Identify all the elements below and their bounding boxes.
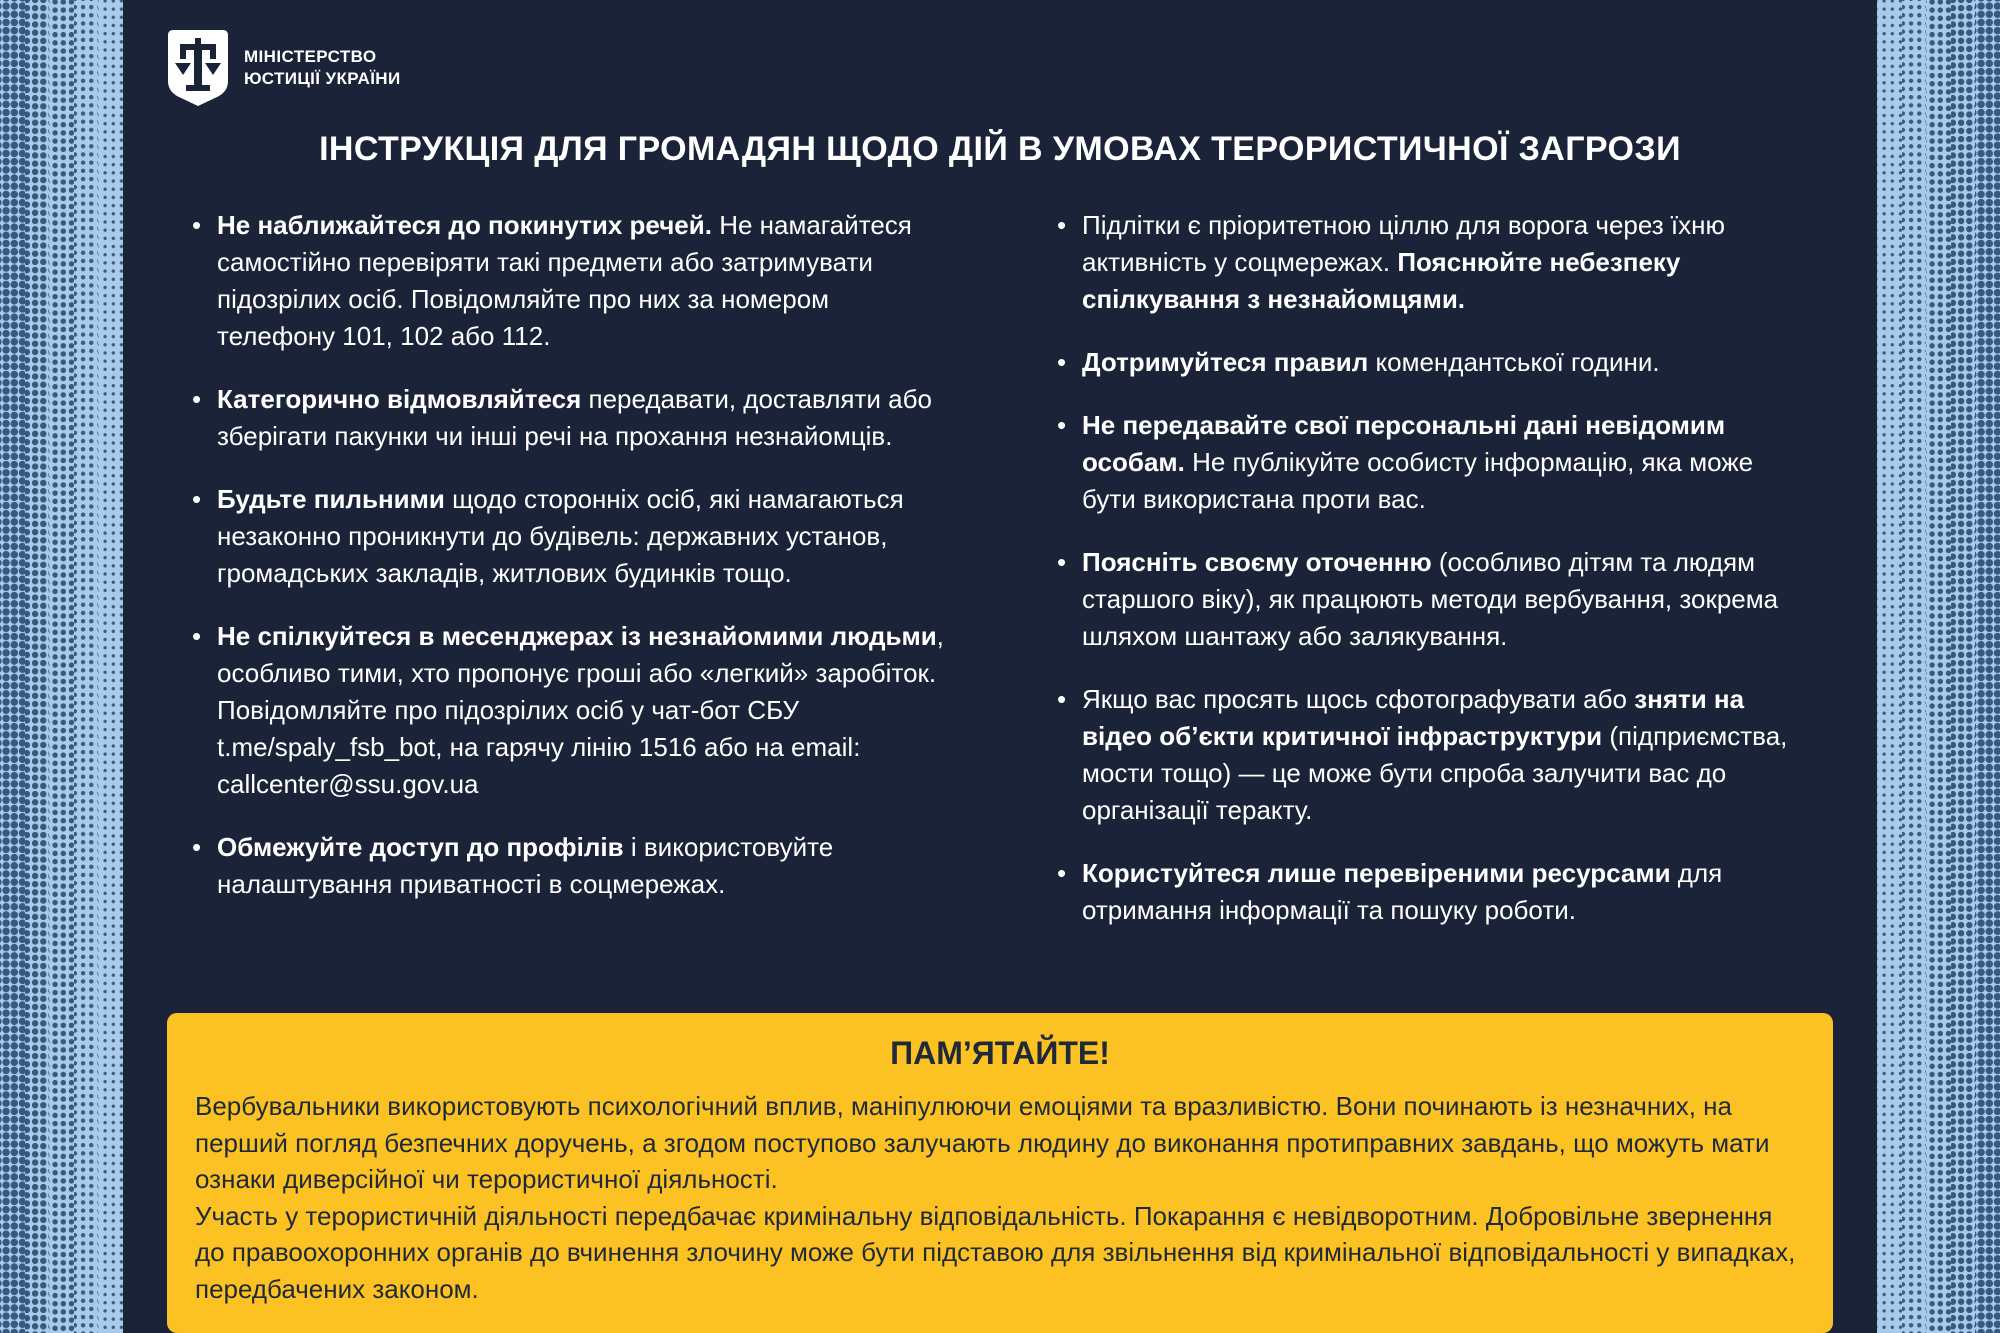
reminder-title: ПАМ’ЯТАЙТЕ! — [890, 1035, 1110, 1071]
reminder-box — [167, 1013, 1833, 1333]
reminder-paragraph-1: Вербувальники використовують психологічний вплив, маніпулюючи емоціями та вразливістю. Вони починають із незначних, на перший погляд безпечних доручень, а згодом поступово залучають людину до виконання протиправних завдань, що можуть мати ознаки диверсійної чи терористичної діяльності. — [195, 1091, 1770, 1194]
halftone-strip — [0, 0, 25, 1333]
ministry-name — [244, 46, 401, 90]
halftone-strip — [98, 0, 123, 1333]
halftone-strip — [25, 0, 50, 1333]
ministry-header — [167, 26, 1877, 110]
instruction-list-right — [1054, 207, 1811, 929]
list-item: • Категорично відмовляйтеся передавати, доставляти або зберігати пакунки чи інші речі на прохання незнайомців. — [189, 381, 946, 455]
halftone-strip — [1951, 0, 1976, 1333]
list-item: • Якщо вас просять щось сфотографувати або зняти на відео об’єкти критичної інфраструктури (підприємства, мости тощо) — це може бути спроба залучити вас до організації теракту. — [1054, 681, 1811, 829]
list-item: • Будьте пильними щодо сторонніх осіб, які намагаються незаконно проникнути до будівель: державних установ, громадських закладів, житлових будинків тощо. — [189, 481, 946, 592]
reminder-paragraph-2: Участь у терористичній діяльності передбачає кримінальну відповідальність. Покарання є невідворотним. Добровільне звернення до правоохоронних органів до вчинення злочину може бути підставою для звільнення від кримінальної відповідальності у випадках, передбачених законом. — [195, 1200, 1796, 1304]
halftone-border-right — [1877, 0, 2000, 1333]
instruction-list-left — [189, 207, 946, 903]
halftone-strip — [1877, 0, 1902, 1333]
instruction-column-left — [189, 207, 946, 929]
ministry-name-line1: МІНІСТЕРСТВО — [244, 47, 377, 67]
page-title: ІНСТРУКЦІЯ ДЛЯ ГРОМАДЯН ЩОДО ДІЙ В УМОВАХ ТЕРОРИСТИЧНОЇ ЗАГРОЗИ — [319, 130, 1681, 168]
list-item: • Користуйтеся лише перевіреними ресурсами для отримання інформації та пошуку роботи. — [1054, 855, 1811, 929]
list-item: • Дотримуйтеся правил комендантської години. — [1054, 344, 1811, 381]
list-item: • Не наближайтеся до покинутих речей. Не намагайтеся самостійно перевіряти такі предмети або затримувати підозрілих осіб. Повідомляйте про них за номером телефону 101, 102 або 112. — [189, 207, 946, 355]
halftone-strip — [49, 0, 74, 1333]
list-item: • Не спілкуйтеся в месенджерах із незнайомими людьми, особливо тими, хто пропонує гроші або «легкий» заробіток. Повідомляйте про підозрілих осіб у чат-бот СБУ t.me/spaly_fsb_bot, на гарячу лінію 1516 або на email: callcenter@ssu.gov.ua — [189, 618, 946, 803]
halftone-strip — [74, 0, 99, 1333]
halftone-strip — [1975, 0, 2000, 1333]
list-item: • Підлітки є пріоритетною ціллю для ворога через їхню активність у соцмережах. Пояснюйте небезпеку спілкування з незнайомцями. — [1054, 207, 1811, 318]
ministry-name-line2: ЮСТИЦІЇ УКРАЇНИ — [244, 69, 401, 88]
instruction-columns — [123, 169, 1877, 1013]
halftone-strip — [1926, 0, 1951, 1333]
instruction-column-right — [1054, 207, 1811, 955]
list-item: • Поясніть своєму оточенню (особливо дітям та людям старшого віку), як працюють методи вербування, зокрема шляхом шантажу або залякування. — [1054, 544, 1811, 655]
main-panel — [123, 0, 1877, 1333]
scales-of-justice-icon — [167, 29, 229, 107]
list-item: • Обмежуйте доступ до профілів і використовуйте налаштування приватності в соцмережах. — [189, 829, 946, 903]
halftone-strip — [1902, 0, 1927, 1333]
halftone-border-left — [0, 0, 123, 1333]
list-item: • Не передавайте свої персональні дані невідомим особам. Не публікуйте особисту інформацію, яка може бути використана проти вас. — [1054, 407, 1811, 518]
